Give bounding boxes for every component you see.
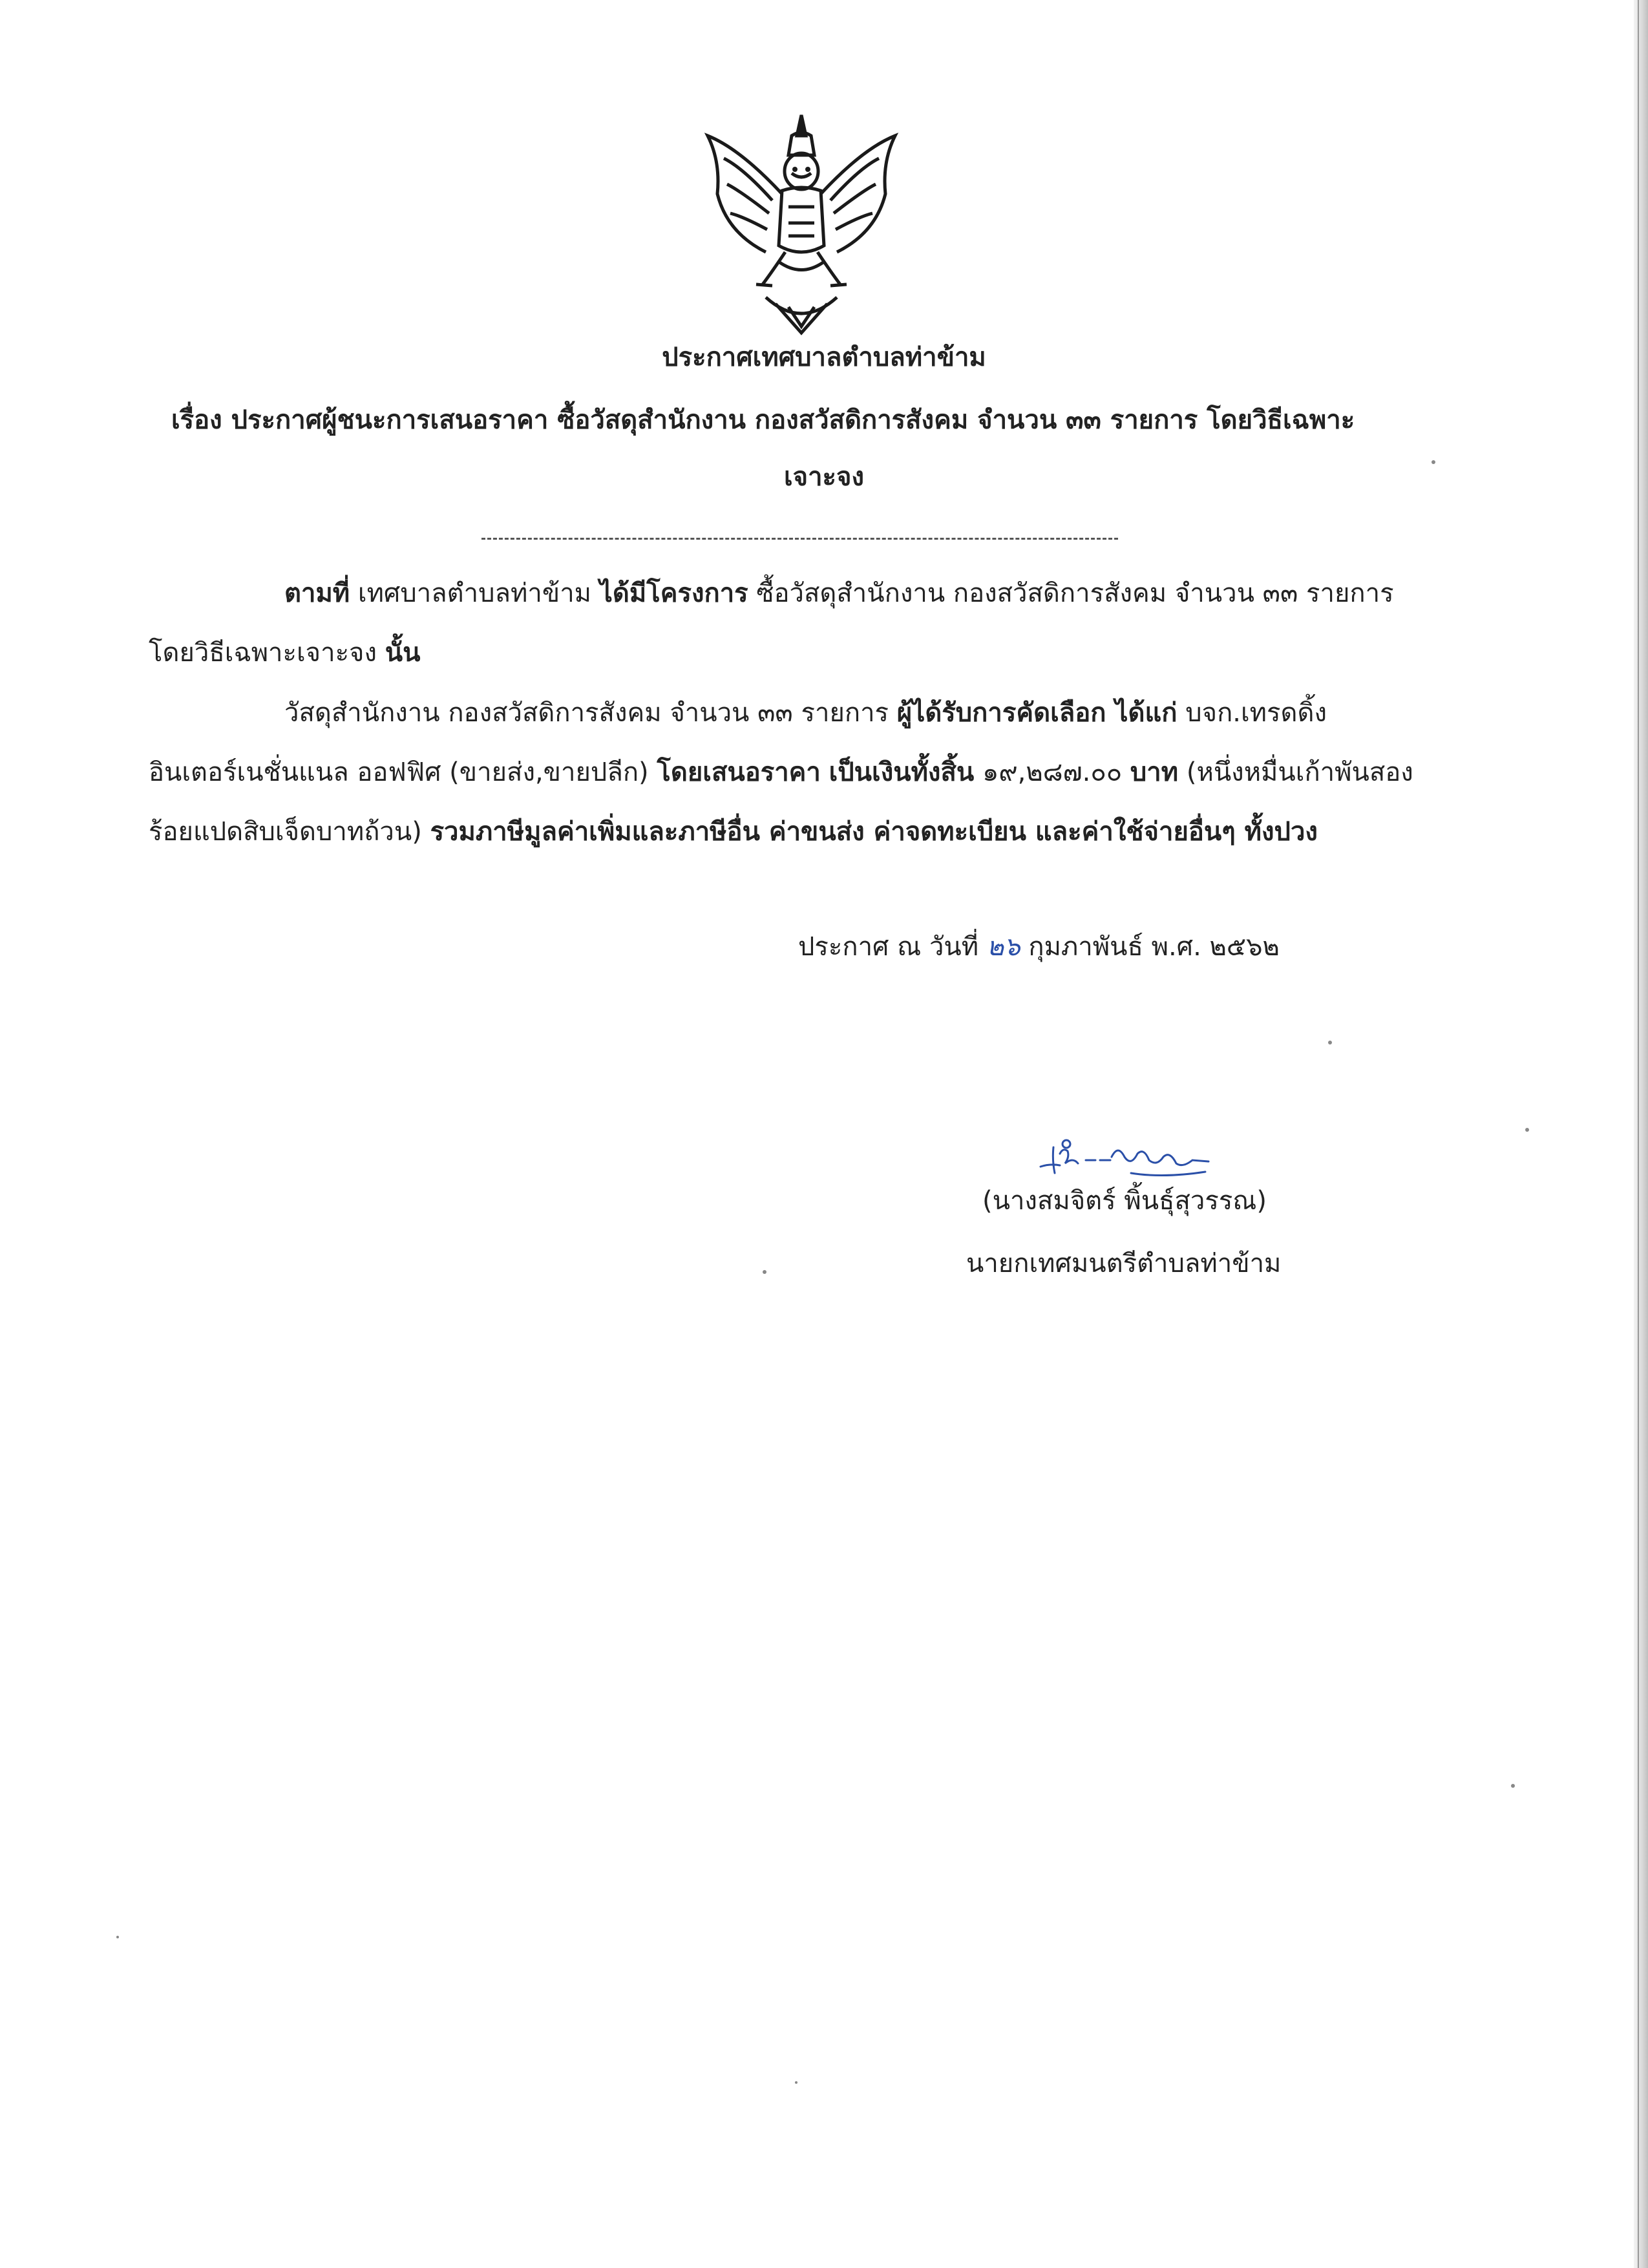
scan-speck xyxy=(116,1936,119,1938)
subject-line xyxy=(171,401,1355,440)
separator-line xyxy=(481,538,1118,540)
subject-label: เรื่อง xyxy=(171,405,222,435)
scan-speck xyxy=(1525,1128,1529,1132)
signatory-name: (นางสมจิตร์ พิ้นธุ์สุวรรณ) xyxy=(982,1186,1267,1216)
p2-total-label: เป็นเงินทั้งสิ้น xyxy=(829,758,975,787)
garuda-emblem-icon xyxy=(695,110,908,339)
date-month-year: กุมภาพันธ์ พ.ศ. ๒๕๖๒ xyxy=(1028,932,1280,962)
p1-org: เทศบาลตำบลท่าข้าม xyxy=(357,578,592,608)
paragraph-1-line-1 xyxy=(284,574,1394,613)
date-line xyxy=(798,927,1280,966)
paragraph-2-line-3 xyxy=(149,812,1318,851)
scan-speck xyxy=(795,2081,798,2084)
handwritten-signature xyxy=(1034,1128,1228,1186)
paragraph-2-line-2 xyxy=(149,753,1413,792)
p2-items: วัสดุสำนักงาน กองสวัสดิการสังคม จำนวน ๓๓ รายการ xyxy=(284,698,889,728)
scan-speck xyxy=(1511,1784,1515,1788)
announcement-title: ประกาศเทศบาลตำบลท่าข้าม xyxy=(662,343,986,372)
p1-method: โดยวิธีเฉพาะเจาะจง xyxy=(149,638,377,668)
subject-continuation: เจาะจง xyxy=(783,462,865,492)
p2-amount-words-cont: ร้อยแปดสิบเจ็ดบาทถ้วน) xyxy=(149,817,422,847)
p2-currency: บาท xyxy=(1130,758,1179,787)
p2-offer-label: โดยเสนอราคา xyxy=(657,758,821,787)
p1-project: ซื้อวัสดุสำนักงาน กองสวัสดิการสังคม จำนวน ๓๓ รายการ xyxy=(756,578,1394,608)
paragraph-2-line-1 xyxy=(284,694,1327,732)
p2-inclusive-note: รวมภาษีมูลค่าเพิ่มและภาษีอื่น ค่าขนส่ง ค่าจดทะเบียน และค่าใช้จ่ายอื่นๆ ทั้งปวง xyxy=(430,817,1318,847)
paragraph-1-line-2 xyxy=(149,633,420,672)
p1-end: นั้น xyxy=(385,638,421,668)
p1-project-label: ได้มีโครงการ xyxy=(599,578,748,608)
p2-company: บจก.เทรดดิ้ง xyxy=(1185,698,1327,728)
p1-lead: ตามที่ xyxy=(284,578,350,608)
p2-company-cont: อินเตอร์เนชั่นแนล ออฟฟิศ (ขายส่ง,ขายปลีก) xyxy=(149,758,649,787)
date-day: ๒๖ xyxy=(986,932,1020,962)
subject-text: ประกาศผู้ชนะการเสนอราคา ซื้อวัสดุสำนักงาน กองสวัสดิการสังคม จำนวน ๓๓ รายการ โดยวิธีเฉพาะ xyxy=(231,405,1355,435)
scan-speck xyxy=(1431,460,1435,464)
signatory-position: นายกเทศมนตรีตำบลท่าข้าม xyxy=(966,1249,1282,1278)
p2-amount-words: (หนึ่งหมื่นเก้าพันสอง xyxy=(1186,758,1413,787)
date-prefix: ประกาศ ณ วันที่ xyxy=(798,932,979,962)
p2-amount: ๑๙,๒๘๗.๐๐ xyxy=(982,758,1123,787)
scan-speck xyxy=(1328,1041,1332,1044)
p2-selected-label: ผู้ได้รับการคัดเลือก ได้แก่ xyxy=(896,698,1178,728)
scan-speck xyxy=(763,1270,766,1274)
